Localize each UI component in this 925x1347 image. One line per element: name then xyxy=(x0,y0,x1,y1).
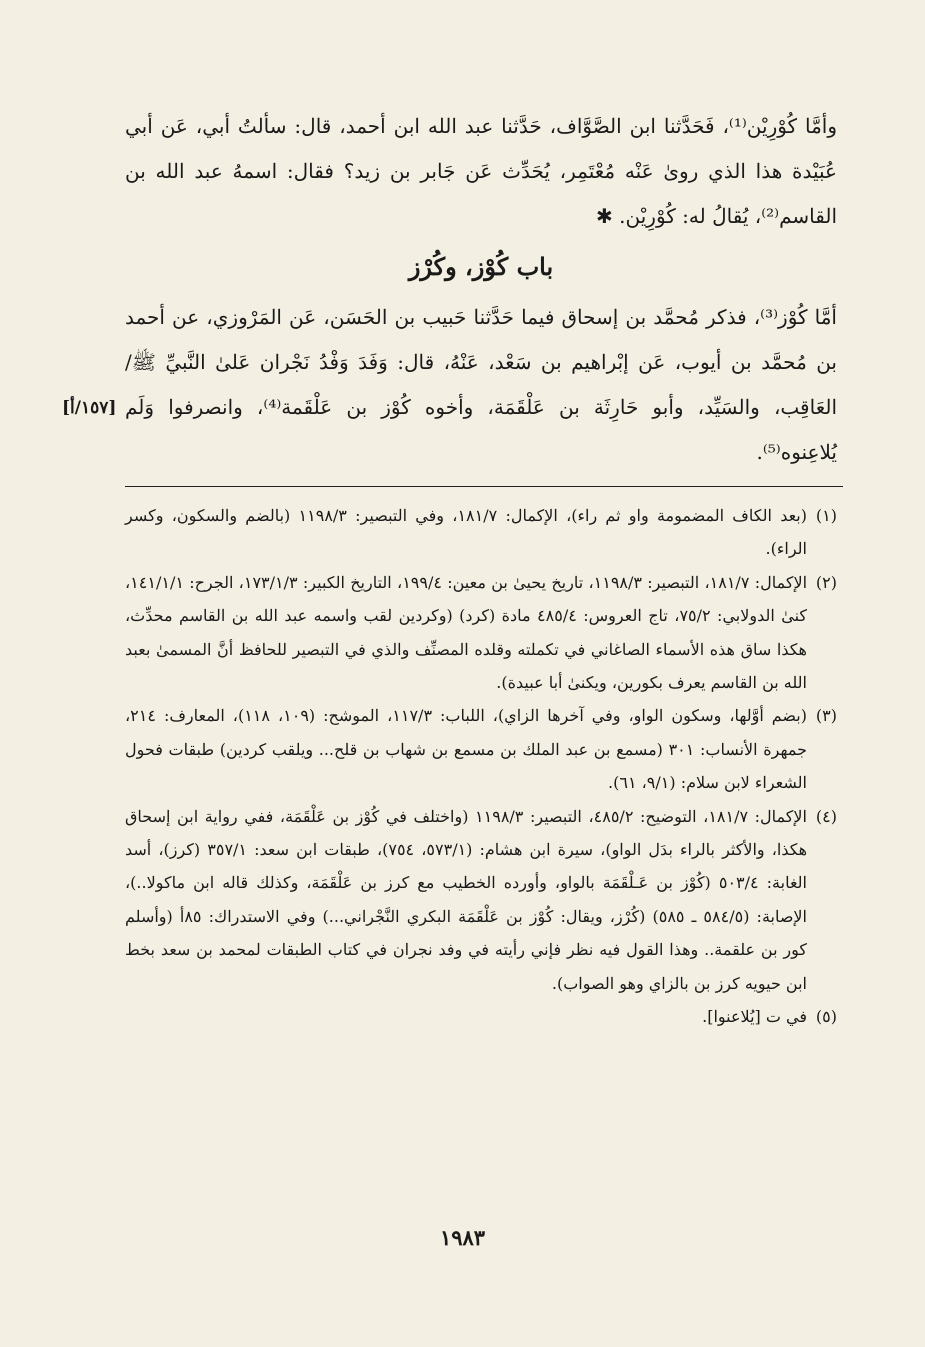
main-text-block xyxy=(125,104,837,475)
footnote-text: الإكمال: ١٨١/٧، التوضيح: ٤٨٥/٢، التبصير: ١١٩٨/٣ (واختلف في كُوْز بن عَلْقَمَة، ففي رواية ابن إسحاق هكذا، والأكثر بالراء بدَل الواو)، سيرة ابن هشام: (٥٧٣/١، ٧٥٤)، طبقات ابن سعد: ٣٥٧/١ (كرز)، أسد الغابة: ٥٠٣/٤ (كُوْز بن عَـلْقَمَة بالواو، وأورده الخطيب مع كرز بن عَلْقَمَة، وكذلك قاله ابن ماكولا..)، الإصابة: (٥٨٤/٥ ـ ٥٨٥) (كُرْز، ويقال: كُوْز بن عَلْقَمَة البكري النَّجْراني...) وفي الاستدراك: ٨٥أ (وأسلم كور بن علقمة.. وهذا القول فيه نظر فإني رأيته في وفد نجران في كتاب الطبقات لمحمد بن سعد بخط ابن حيويه كرز بن بالزاي وهو الصواب). xyxy=(125,806,808,993)
footnote-text: الإكمال: ١٨١/٧، التبصير: ١١٩٨/٣، تاريخ يحيىٰ بن معين: ١٩٩/٤، التاريخ الكبير: ١٧٣/١/٣، الجرح: ١٤١/١/١، كنىٰ الدولابي: ٧٥/٢، تاج العروس: ٤٨٥/٤ مادة (كرد) (وكردين لقب واسمه عبد الله بن القاسم محدِّث، هكذا ساق هذه الأسماء الصاغاني في تكملته وقلده المصنِّف والذي في التبصير للحافظ أنَّ المسمىٰ بعبد الله بن القاسم يعرف بكورين، ويكنىٰ أبا عبيدة). xyxy=(125,572,808,693)
footnote-number: (١) xyxy=(815,506,837,525)
footnotes-block xyxy=(125,499,837,1034)
paragraph-kuz: أمَّا كُوْز⁽³⁾، فذكر مُحمَّد بن إسحاق فيما حَدَّثنا حَبيب بن الحَسَن، عَن المَرْوزي، عن أحمد بن مُحمَّد بن أيوب، عَن إبْراهيم بن سَعْد، عَنْهُ، قال: وَفَدَ وَفْدُ نَجْران عَلىٰ النَّبيِّ ﷺ/ العَاقِب، والسَيِّد، وأبو حَارِثَة بن عَلْقَمَة، وأخوه كُوْز بن عَلْقَمة⁽⁴⁾، وانصرفوا وَلَم يُلاعِنوه⁽⁵⁾. xyxy=(125,305,837,464)
footnote-divider xyxy=(125,486,843,487)
footnote-2 xyxy=(125,566,837,700)
footnote-number: (٥) xyxy=(815,1007,837,1027)
manuscript-folio-reference: [١٥٧/أ] xyxy=(62,398,117,418)
footnote-text: (بعد الكاف المضمومة واو ثم راء)، الإكمال: ١٨١/٧، وفي التبصير: ١١٩٨/٣ (بالضم والسكون، وكسر الراء). xyxy=(125,506,808,559)
footnote-text: في ت [يُلاعنوا]. xyxy=(702,1007,807,1027)
footnote-4 xyxy=(125,800,837,1000)
footnote-number: (٢) xyxy=(815,572,837,592)
footnote-text: (بضم أوَّلها، وسكون الواو، وفي آخرها الزاي)، اللباب: ١١٧/٣، الموشح: (١٠٩، ١١٨)، المعارف: ٢١٤، جمهرة الأنساب: ٣٠١ (مسمع بن عبد الملك بن مسمع بن شهاب بن قلح... ويلقب كردين) طبقات فحول الشعراء لابن سلام: (٩/١، ٦١). xyxy=(125,706,807,793)
footnote-number: (٤) xyxy=(815,806,837,826)
section-heading: باب كُوْز، وكُرْز xyxy=(408,252,554,281)
paragraph-kurin: وأمَّا كُوْرِيْن⁽¹⁾، فَحَدَّثنا ابن الصَّوَّاف، حَدَّثنا عبد الله ابن أحمد، قال: سألتُ أبي، عَن أبي عُبَيْدة هذا الذي روىٰ عَنْه مُعْتَمِر، يُحَدِّث عَن جَابر بن زيد؟ فقال: اسمهُ عبد الله بن القاسم⁽²⁾، يُقالُ له: كُوْرِيْن. ✱ xyxy=(125,114,838,228)
footnote-5 xyxy=(125,1000,837,1033)
footnote-3 xyxy=(125,699,837,799)
page-number: ١٩٨٣ xyxy=(439,1225,486,1250)
footnote-1 xyxy=(125,499,837,566)
footnote-number: (٣) xyxy=(815,706,837,726)
